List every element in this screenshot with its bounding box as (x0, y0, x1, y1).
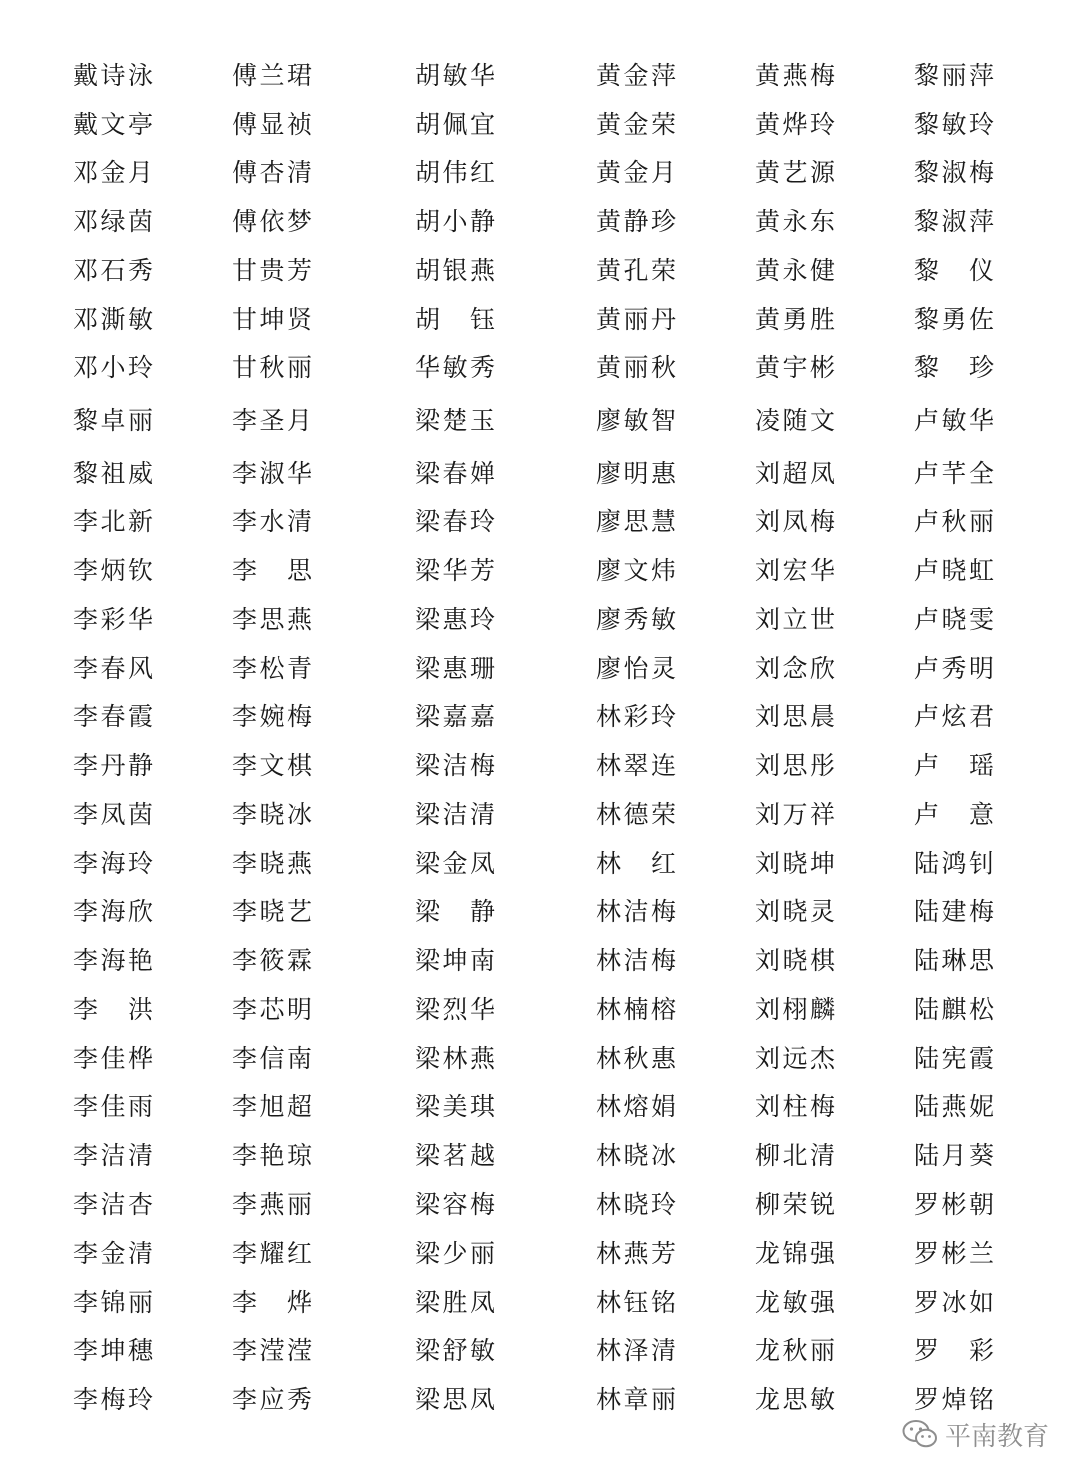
name-row (0, 795, 1080, 835)
name-cell: 黎 珍 (914, 353, 994, 382)
name-cell: 李晓艺 (232, 897, 312, 926)
name-cell: 陆宪霞 (914, 1044, 994, 1073)
name-cell: 黄丽秋 (596, 353, 676, 382)
name-cell: 龙敏强 (755, 1288, 835, 1317)
name-cell: 甘贵芳 (232, 256, 312, 285)
name-cell: 刘晓棋 (755, 946, 835, 975)
name-cell: 林晓玲 (596, 1190, 676, 1219)
name-cell: 李晓燕 (232, 849, 312, 878)
name-row (0, 600, 1080, 640)
name-row (0, 56, 1080, 96)
watermark-text: 平南教育 (945, 1421, 1050, 1452)
name-cell: 李滢滢 (232, 1336, 312, 1365)
name-cell: 罗彬朝 (914, 1190, 994, 1219)
name-cell: 李圣月 (232, 406, 312, 435)
name-cell: 罗冰如 (914, 1288, 994, 1317)
name-cell: 罗 彩 (914, 1336, 994, 1365)
name-cell: 梁洁梅 (415, 751, 495, 780)
wechat-icon (902, 1419, 938, 1449)
name-row (0, 1039, 1080, 1079)
name-cell: 黄永东 (755, 207, 835, 236)
name-cell: 林 红 (596, 849, 676, 878)
name-cell: 梁思凤 (415, 1385, 495, 1414)
name-cell: 李佳桦 (73, 1044, 153, 1073)
name-cell: 卢秋丽 (914, 507, 994, 536)
name-cell: 甘秋丽 (232, 353, 312, 382)
name-cell: 卢敏华 (914, 406, 994, 435)
name-cell: 廖秀敏 (596, 605, 676, 634)
name-cell: 黄金萍 (596, 61, 676, 90)
name-cell: 李凤茵 (73, 800, 153, 829)
name-cell: 梁春婵 (415, 459, 495, 488)
name-cell: 林洁梅 (596, 946, 676, 975)
name-row (0, 153, 1080, 193)
name-cell: 李艳琼 (232, 1141, 312, 1170)
name-row (0, 697, 1080, 737)
name-cell: 廖思慧 (596, 507, 676, 536)
name-cell: 陆鸿钊 (914, 849, 994, 878)
name-cell: 李金清 (73, 1239, 153, 1268)
name-cell: 林楠榕 (596, 995, 676, 1024)
name-cell: 李燕丽 (232, 1190, 312, 1219)
name-cell: 胡伟红 (415, 158, 495, 187)
name-cell: 胡银燕 (415, 256, 495, 285)
name-cell: 李梅玲 (73, 1385, 153, 1414)
name-cell: 李旭超 (232, 1092, 312, 1121)
name-cell: 李锦丽 (73, 1288, 153, 1317)
name-cell: 梁华芳 (415, 556, 495, 585)
name-cell: 林晓冰 (596, 1141, 676, 1170)
name-cell: 李春霞 (73, 702, 153, 731)
name-cell: 梁 静 (415, 897, 495, 926)
name-cell: 龙思敏 (755, 1385, 835, 1414)
name-cell: 黄静珍 (596, 207, 676, 236)
name-cell: 梁惠珊 (415, 654, 495, 683)
name-cell: 梁烈华 (415, 995, 495, 1024)
name-cell: 龙锦强 (755, 1239, 835, 1268)
name-cell: 黎 仪 (914, 256, 994, 285)
name-cell: 黄永健 (755, 256, 835, 285)
name-cell: 刘立世 (755, 605, 835, 634)
name-cell: 梁茗越 (415, 1141, 495, 1170)
name-cell: 刘晓坤 (755, 849, 835, 878)
name-cell: 黎淑萍 (914, 207, 994, 236)
name-cell: 黄宇彬 (755, 353, 835, 382)
name-cell: 卢晓虹 (914, 556, 994, 585)
name-cell: 陆建梅 (914, 897, 994, 926)
name-cell: 李松青 (232, 654, 312, 683)
name-cell: 林翠连 (596, 751, 676, 780)
name-cell: 罗焯铭 (914, 1385, 994, 1414)
name-cell: 李海玲 (73, 849, 153, 878)
name-row (0, 202, 1080, 242)
name-cell: 黎淑梅 (914, 158, 994, 187)
name-cell: 柳荣锐 (755, 1190, 835, 1219)
name-cell: 梁惠玲 (415, 605, 495, 634)
name-cell: 梁嘉嘉 (415, 702, 495, 731)
name-cell: 李思燕 (232, 605, 312, 634)
name-cell: 李坤穗 (73, 1336, 153, 1365)
name-cell: 廖明惠 (596, 459, 676, 488)
name-cell: 廖文炜 (596, 556, 676, 585)
name-row (0, 454, 1080, 494)
name-cell: 李芯明 (232, 995, 312, 1024)
name-cell: 胡 钰 (415, 305, 495, 334)
name-row (0, 1087, 1080, 1127)
name-row (0, 1283, 1080, 1323)
name-cell: 黄燕梅 (755, 61, 835, 90)
name-cell: 卢芊全 (914, 459, 994, 488)
name-cell: 华敏秀 (415, 353, 495, 382)
name-cell: 黄金荣 (596, 110, 676, 139)
name-row (0, 502, 1080, 542)
name-cell: 陆琳思 (914, 946, 994, 975)
name-cell: 林熔娟 (596, 1092, 676, 1121)
name-cell: 陆麒松 (914, 995, 994, 1024)
name-cell: 黎卓丽 (73, 406, 153, 435)
name-cell: 傅杏清 (232, 158, 312, 187)
name-cell: 梁洁清 (415, 800, 495, 829)
watermark (902, 1414, 1049, 1454)
name-cell: 卢 意 (914, 800, 994, 829)
name-row (0, 941, 1080, 981)
name-cell: 邓小玲 (73, 353, 153, 382)
name-cell: 黎丽萍 (914, 61, 994, 90)
name-row (0, 551, 1080, 591)
name-row (0, 844, 1080, 884)
name-cell: 黄孔荣 (596, 256, 676, 285)
name-cell: 黄烨玲 (755, 110, 835, 139)
name-cell: 邓金月 (73, 158, 153, 187)
name-cell: 李淑华 (232, 459, 312, 488)
name-row (0, 1136, 1080, 1176)
name-cell: 胡佩宜 (415, 110, 495, 139)
name-cell: 黄艺源 (755, 158, 835, 187)
name-cell: 林德荣 (596, 800, 676, 829)
name-cell: 梁林燕 (415, 1044, 495, 1073)
name-cell: 黄金月 (596, 158, 676, 187)
name-cell: 邓澌敏 (73, 305, 153, 334)
name-cell: 李春风 (73, 654, 153, 683)
name-cell: 梁春玲 (415, 507, 495, 536)
name-cell: 邓石秀 (73, 256, 153, 285)
name-cell: 傅依梦 (232, 207, 312, 236)
name-cell: 傅显祯 (232, 110, 312, 139)
name-cell: 刘思彤 (755, 751, 835, 780)
name-cell: 廖敏智 (596, 406, 676, 435)
name-cell: 柳北清 (755, 1141, 835, 1170)
name-cell: 林泽清 (596, 1336, 676, 1365)
name-cell: 李应秀 (232, 1385, 312, 1414)
name-cell: 卢秀明 (914, 654, 994, 683)
name-cell: 李筱霖 (232, 946, 312, 975)
name-cell: 梁坤南 (415, 946, 495, 975)
name-cell: 林燕芳 (596, 1239, 676, 1268)
name-row (0, 1331, 1080, 1371)
name-cell: 梁胜凤 (415, 1288, 495, 1317)
name-cell: 刘凤梅 (755, 507, 835, 536)
name-cell: 刘栩麟 (755, 995, 835, 1024)
name-cell: 戴文亭 (73, 110, 153, 139)
name-cell: 李洁清 (73, 1141, 153, 1170)
name-cell: 李 思 (232, 556, 312, 585)
name-cell: 梁舒敏 (415, 1336, 495, 1365)
name-cell: 李 洪 (73, 995, 153, 1024)
name-cell: 戴诗泳 (73, 61, 153, 90)
name-cell: 傅兰珺 (232, 61, 312, 90)
name-cell: 李水清 (232, 507, 312, 536)
name-cell: 卢晓雯 (914, 605, 994, 634)
name-cell: 胡小静 (415, 207, 495, 236)
name-cell: 刘超凤 (755, 459, 835, 488)
name-cell: 李海欣 (73, 897, 153, 926)
name-cell: 李婉梅 (232, 702, 312, 731)
name-cell: 卢炫君 (914, 702, 994, 731)
name-cell: 李海艳 (73, 946, 153, 975)
name-cell: 李炳钦 (73, 556, 153, 585)
name-cell: 刘宏华 (755, 556, 835, 585)
name-row (0, 1185, 1080, 1225)
name-cell: 陆月葵 (914, 1141, 994, 1170)
name-row (0, 990, 1080, 1030)
name-row (0, 401, 1080, 441)
name-cell: 龙秋丽 (755, 1336, 835, 1365)
name-cell: 李彩华 (73, 605, 153, 634)
name-row (0, 746, 1080, 786)
name-cell: 罗彬兰 (914, 1239, 994, 1268)
name-row (0, 300, 1080, 340)
name-cell: 梁楚玉 (415, 406, 495, 435)
name-row (0, 649, 1080, 689)
name-cell: 凌随文 (755, 406, 835, 435)
name-cell: 林洁梅 (596, 897, 676, 926)
name-cell: 李洁杏 (73, 1190, 153, 1219)
name-cell: 李 烨 (232, 1288, 312, 1317)
name-cell: 梁金凤 (415, 849, 495, 878)
name-cell: 刘远杰 (755, 1044, 835, 1073)
name-cell: 邓绿茵 (73, 207, 153, 236)
name-cell: 李晓冰 (232, 800, 312, 829)
name-cell: 黄丽丹 (596, 305, 676, 334)
name-row (0, 251, 1080, 291)
name-cell: 李丹静 (73, 751, 153, 780)
name-cell: 梁容梅 (415, 1190, 495, 1219)
name-cell: 李佳雨 (73, 1092, 153, 1121)
name-cell: 黎敏玲 (914, 110, 994, 139)
name-cell: 陆燕妮 (914, 1092, 994, 1121)
name-cell: 李文棋 (232, 751, 312, 780)
name-cell: 刘万祥 (755, 800, 835, 829)
name-cell: 梁少丽 (415, 1239, 495, 1268)
name-cell: 黄勇胜 (755, 305, 835, 334)
name-cell: 梁美琪 (415, 1092, 495, 1121)
name-cell: 林秋惠 (596, 1044, 676, 1073)
name-cell: 廖怡灵 (596, 654, 676, 683)
name-cell: 林章丽 (596, 1385, 676, 1414)
name-cell: 刘晓灵 (755, 897, 835, 926)
name-cell: 胡敏华 (415, 61, 495, 90)
name-cell: 林彩玲 (596, 702, 676, 731)
name-row (0, 105, 1080, 145)
name-row (0, 348, 1080, 388)
name-row (0, 892, 1080, 932)
name-row (0, 1234, 1080, 1274)
name-cell: 李耀红 (232, 1239, 312, 1268)
name-cell: 刘念欣 (755, 654, 835, 683)
name-cell: 黎祖威 (73, 459, 153, 488)
name-cell: 刘思晨 (755, 702, 835, 731)
name-cell: 甘坤贤 (232, 305, 312, 334)
name-cell: 李北新 (73, 507, 153, 536)
name-cell: 黎勇佐 (914, 305, 994, 334)
name-cell: 卢 瑶 (914, 751, 994, 780)
name-cell: 刘柱梅 (755, 1092, 835, 1121)
name-cell: 林钰铭 (596, 1288, 676, 1317)
name-cell: 李信南 (232, 1044, 312, 1073)
